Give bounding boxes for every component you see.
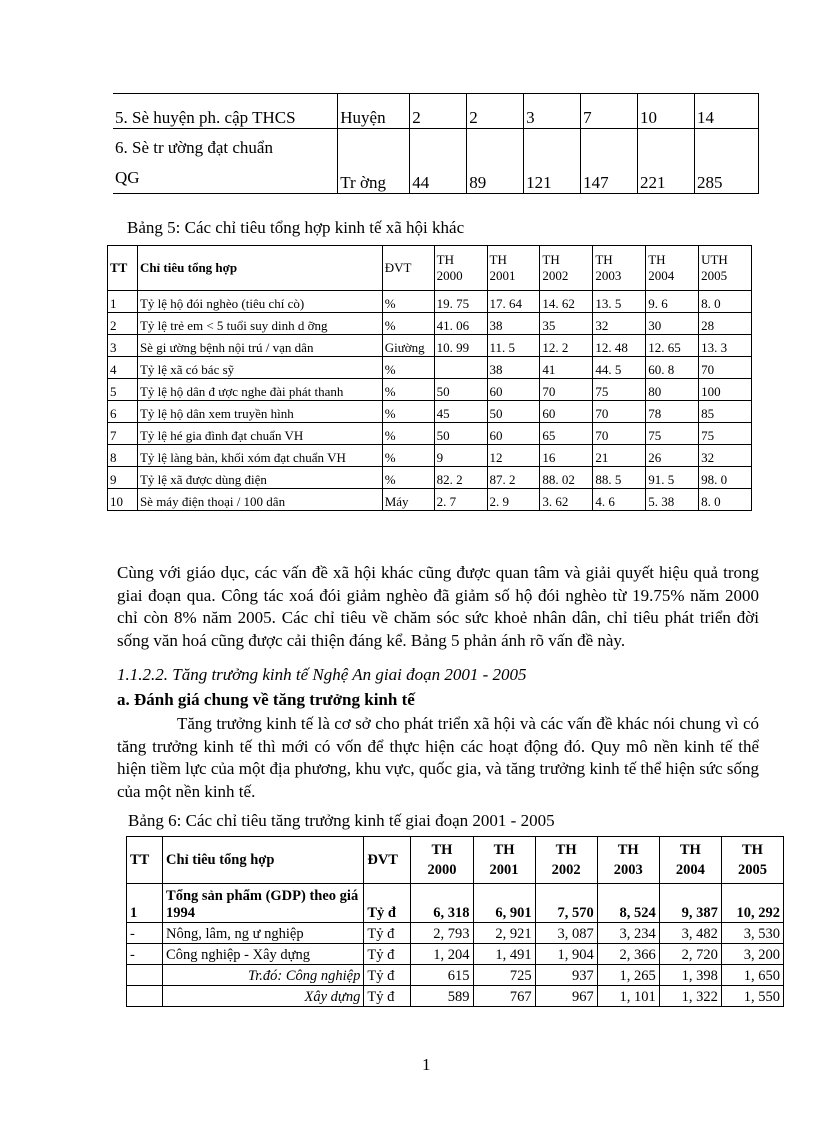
value-cell: 285: [695, 129, 759, 194]
value-cell: 6, 901: [473, 884, 535, 923]
value-cell: 28: [699, 313, 752, 335]
value-cell: 1, 550: [721, 986, 783, 1007]
tt-cell: 5: [108, 379, 138, 401]
table-row: [108, 445, 752, 467]
value-cell: 60: [540, 401, 593, 423]
table-row: [108, 379, 752, 401]
unit-cell: Tỷ đ: [364, 884, 411, 923]
unit-cell: %: [382, 379, 434, 401]
value-cell: 1, 265: [597, 965, 659, 986]
tt-cell: 2: [108, 313, 138, 335]
indicator-cell: Sè máy điện thoại / 100 dân: [137, 489, 382, 511]
value-cell: 88. 5: [593, 467, 646, 489]
value-cell: 3, 234: [597, 923, 659, 944]
tt-cell: 1: [127, 884, 163, 923]
value-cell: 89: [467, 129, 524, 194]
unit-cell: Tr ờng: [338, 129, 410, 194]
value-cell: 12. 48: [593, 335, 646, 357]
table-row: [108, 335, 752, 357]
header-year: [473, 837, 535, 884]
page-number: 1: [422, 1055, 431, 1074]
header-year-type: TH: [431, 842, 453, 858]
unit-cell: Máy: [382, 489, 434, 511]
header-year-value: 2004: [648, 268, 675, 283]
value-cell: 91. 5: [646, 467, 699, 489]
value-cell: 26: [646, 445, 699, 467]
indicator-cell: Xây dựng: [163, 986, 364, 1007]
table-header-row: [127, 837, 784, 884]
table-continuation: [113, 93, 759, 194]
indicator-cell: Tỷ lệ hộ dân xem truyền hình: [137, 401, 382, 423]
header-unit: ĐVT: [382, 246, 434, 291]
value-cell: 767: [473, 986, 535, 1007]
header-year: [659, 837, 721, 884]
header-year-type: TH: [555, 842, 577, 858]
header-year: [487, 246, 540, 291]
value-cell: 70: [699, 357, 752, 379]
value-cell: 7: [581, 94, 638, 129]
tt-cell: 1: [108, 291, 138, 313]
header-year: [597, 837, 659, 884]
header-year-type: TH: [741, 842, 763, 858]
value-cell: 80: [646, 379, 699, 401]
header-year-value: 2002: [542, 268, 569, 283]
indicator-line1: 6. Sè tr ường đạt chuẩn: [115, 138, 273, 157]
tt-cell: -: [127, 944, 163, 965]
header-tt: TT: [108, 246, 138, 291]
value-cell: 88. 02: [540, 467, 593, 489]
tt-cell: 4: [108, 357, 138, 379]
value-cell: 12: [487, 445, 540, 467]
value-cell: 11. 5: [487, 335, 540, 357]
header-year-type: TH: [493, 842, 515, 858]
value-cell: 60: [487, 379, 540, 401]
indicator-line2: QG: [115, 168, 140, 187]
value-cell: 2, 720: [659, 944, 721, 965]
header-year-type: TH: [679, 842, 701, 858]
indicator-cell: Tỷ lệ xã có bác sỹ: [137, 357, 382, 379]
value-cell: 2, 366: [597, 944, 659, 965]
value-cell: 3: [524, 94, 581, 129]
header-year-type: TH: [617, 842, 639, 858]
header-year: [721, 837, 783, 884]
value-cell: 87. 2: [487, 467, 540, 489]
table-row: [127, 965, 784, 986]
value-cell: 8. 0: [699, 489, 752, 511]
header-year-value: 2005: [701, 268, 728, 283]
table5: [107, 245, 752, 511]
header-indicator: Chỉ tiêu tổng hợp: [137, 246, 382, 291]
header-year: [535, 837, 597, 884]
table-row: [113, 94, 759, 129]
value-cell: 50: [434, 379, 487, 401]
value-cell: 41: [540, 357, 593, 379]
value-cell: 38: [487, 357, 540, 379]
table-row: [127, 944, 784, 965]
unit-cell: Tỷ đ: [364, 965, 411, 986]
value-cell: 2, 921: [473, 923, 535, 944]
value-cell: 16: [540, 445, 593, 467]
unit-cell: %: [382, 467, 434, 489]
value-cell: 78: [646, 401, 699, 423]
header-year-value: 2003: [613, 862, 643, 878]
value-cell: 589: [411, 986, 473, 1007]
value-cell: 1, 101: [597, 986, 659, 1007]
value-cell: 70: [593, 401, 646, 423]
header-unit: ĐVT: [364, 837, 411, 884]
unit-cell: %: [382, 423, 434, 445]
indicator-cell: Tỷ lệ trẻ em < 5 tuổi suy dinh d ỡng: [137, 313, 382, 335]
header-year-value: 2000: [436, 268, 463, 283]
value-cell: 2. 7: [434, 489, 487, 511]
tt-cell: -: [127, 923, 163, 944]
tt-cell: [127, 965, 163, 986]
value-cell: 65: [540, 423, 593, 445]
value-cell: 1, 650: [721, 965, 783, 986]
value-cell: 13. 5: [593, 291, 646, 313]
value-cell: 4. 6: [593, 489, 646, 511]
table-header-row: [108, 246, 752, 291]
paragraph-social: Cùng với giáo dục, các vấn đề xã hội khác cũng được quan tâm và giải quyết hiệu quả trong giai đoạn qua. Công tác xoá đói giảm nghèo đã giảm số hộ đói nghèo từ 19.75% năm 2000 chỉ còn 8% năm 2005. Các chỉ tiêu về chăm sóc sức khoẻ nhân dân, chỉ tiêu phát triển đời sống văn hoá cũng được cải thiện đáng kể. Bảng 5 phản ánh rõ vấn đề này.: [117, 563, 759, 650]
value-cell: 3, 087: [535, 923, 597, 944]
value-cell: 98. 0: [699, 467, 752, 489]
header-year: [699, 246, 752, 291]
value-cell: 45: [434, 401, 487, 423]
header-year-value: 2004: [675, 862, 705, 878]
value-cell: 32: [593, 313, 646, 335]
section-heading-a: a. Đánh giá chung về tăng trưởng kinh tế: [117, 690, 415, 709]
tt-cell: 10: [108, 489, 138, 511]
value-cell: 1, 491: [473, 944, 535, 965]
header-year-type: TH: [595, 252, 613, 267]
value-cell: 14: [695, 94, 759, 129]
indicator-cell: [113, 129, 338, 194]
value-cell: 70: [593, 423, 646, 445]
value-cell: 12. 65: [646, 335, 699, 357]
value-cell: 13. 3: [699, 335, 752, 357]
header-tt: TT: [127, 837, 163, 884]
table-row-gdp: [127, 884, 784, 923]
tt-cell: 6: [108, 401, 138, 423]
value-cell: [434, 357, 487, 379]
indicator-cell: Tỷ lệ hộ dân đ ược nghe đài phát thanh: [137, 379, 382, 401]
tt-cell: 3: [108, 335, 138, 357]
table-row: [108, 489, 752, 511]
indicator-cell: Tr.đó: Công nghiệp: [163, 965, 364, 986]
value-cell: 3, 200: [721, 944, 783, 965]
value-cell: 75: [699, 423, 752, 445]
value-cell: 2. 9: [487, 489, 540, 511]
value-cell: 12. 2: [540, 335, 593, 357]
value-cell: 3, 482: [659, 923, 721, 944]
value-cell: 44. 5: [593, 357, 646, 379]
value-cell: 937: [535, 965, 597, 986]
indicator-cell: Tổng sản phẩm (GDP) theo giá 1994: [163, 884, 364, 923]
value-cell: 30: [646, 313, 699, 335]
tt-cell: [127, 986, 163, 1007]
value-cell: 147: [581, 129, 638, 194]
table6-caption: Bảng 6: Các chỉ tiêu tăng trưởng kinh tế giai đoạn 2001 - 2005: [128, 811, 555, 830]
value-cell: 1, 904: [535, 944, 597, 965]
value-cell: 3, 530: [721, 923, 783, 944]
indicator-cell: Tỷ lệ xã được dùng điện: [137, 467, 382, 489]
value-cell: 7, 570: [535, 884, 597, 923]
value-cell: 60: [487, 423, 540, 445]
value-cell: 75: [593, 379, 646, 401]
unit-cell: Huyện: [338, 94, 410, 129]
indicator-cell: Tỷ lệ hộ đói nghèo (tiêu chí cò): [137, 291, 382, 313]
value-cell: 17. 64: [487, 291, 540, 313]
unit-cell: Giường: [382, 335, 434, 357]
unit-cell: %: [382, 445, 434, 467]
value-cell: 615: [411, 965, 473, 986]
indicator-cell: 5. Sè huyện ph. cập THCS: [113, 94, 338, 129]
header-year-value: 2001: [489, 268, 516, 283]
value-cell: 6, 318: [411, 884, 473, 923]
value-cell: 60. 8: [646, 357, 699, 379]
value-cell: 3. 62: [540, 489, 593, 511]
header-year-value: 2000: [427, 862, 457, 878]
unit-cell: %: [382, 291, 434, 313]
value-cell: 9, 387: [659, 884, 721, 923]
value-cell: 82. 2: [434, 467, 487, 489]
value-cell: 75: [646, 423, 699, 445]
value-cell: 967: [535, 986, 597, 1007]
value-cell: 9. 6: [646, 291, 699, 313]
indicator-cell: Sè gi ường bệnh nội trú / vạn dân: [137, 335, 382, 357]
value-cell: 14. 62: [540, 291, 593, 313]
value-cell: 10: [638, 94, 695, 129]
header-year-type: UTH: [701, 252, 728, 267]
header-year-type: TH: [648, 252, 666, 267]
unit-cell: Tỷ đ: [364, 986, 411, 1007]
value-cell: 50: [487, 401, 540, 423]
paragraph-growth: Tăng trưởng kinh tế là cơ sở cho phát triển xã hội và các vấn đề khác nói chung vì có tăng trưởng kinh tế thì mới có vốn để thực hiện các hoạt động đó. Quy mô nền kinh tế thể hiện tiềm lực của một địa phương, khu vực, quốc gia, và tăng trưởng kinh tế thể hiện sức sống của một nền kinh tế.: [117, 714, 759, 801]
value-cell: 100: [699, 379, 752, 401]
header-year: [593, 246, 646, 291]
value-cell: 1, 204: [411, 944, 473, 965]
value-cell: 2, 793: [411, 923, 473, 944]
header-year: [540, 246, 593, 291]
value-cell: 19. 75: [434, 291, 487, 313]
value-cell: 50: [434, 423, 487, 445]
header-year-value: 2003: [595, 268, 622, 283]
unit-cell: %: [382, 401, 434, 423]
header-indicator: Chỉ tiêu tổng hợp: [163, 837, 364, 884]
header-year: [411, 837, 473, 884]
value-cell: 21: [593, 445, 646, 467]
value-cell: 9: [434, 445, 487, 467]
value-cell: 70: [540, 379, 593, 401]
unit-cell: %: [382, 357, 434, 379]
header-year-value: 2001: [489, 862, 519, 878]
table6-body: [127, 923, 784, 1007]
section-subheading: 1.1.2.2. Tăng trưởng kinh tế Nghệ An giai đoạn 2001 - 2005: [117, 665, 527, 684]
value-cell: 1, 322: [659, 986, 721, 1007]
value-cell: 2: [467, 94, 524, 129]
indicator-cell: Công nghiệp - Xây dựng: [163, 944, 364, 965]
table-row: [108, 401, 752, 423]
table6: [126, 836, 784, 1007]
value-cell: 41. 06: [434, 313, 487, 335]
header-year-type: TH: [489, 252, 507, 267]
header-year-value: 2005: [737, 862, 767, 878]
table-row: [108, 357, 752, 379]
value-cell: 8, 524: [597, 884, 659, 923]
value-cell: 44: [410, 129, 467, 194]
value-cell: 1, 398: [659, 965, 721, 986]
value-cell: 221: [638, 129, 695, 194]
indicator-cell: Nông, lâm, ng ư nghiệp: [163, 923, 364, 944]
value-cell: 10, 292: [721, 884, 783, 923]
table-row: [113, 129, 759, 194]
value-cell: 2: [410, 94, 467, 129]
value-cell: 121: [524, 129, 581, 194]
tt-cell: 8: [108, 445, 138, 467]
table5-caption: Bảng 5: Các chỉ tiêu tổng hợp kinh tế xã hội khác: [127, 218, 465, 237]
table-row: [108, 313, 752, 335]
header-year-value: 2002: [551, 862, 581, 878]
table-row: [108, 291, 752, 313]
header-year-type: TH: [542, 252, 560, 267]
unit-cell: Tỷ đ: [364, 923, 411, 944]
unit-cell: Tỷ đ: [364, 944, 411, 965]
header-year: [434, 246, 487, 291]
value-cell: 32: [699, 445, 752, 467]
value-cell: 35: [540, 313, 593, 335]
indicator-cell: Tỷ lệ làng bản, khối xóm đạt chuẩn VH: [137, 445, 382, 467]
header-year: [646, 246, 699, 291]
value-cell: 725: [473, 965, 535, 986]
value-cell: 85: [699, 401, 752, 423]
table-row: [127, 923, 784, 944]
tt-cell: 9: [108, 467, 138, 489]
table-row: [127, 986, 784, 1007]
value-cell: 38: [487, 313, 540, 335]
indicator-cell: Tỷ lệ hé gia đình đạt chuẩn VH: [137, 423, 382, 445]
unit-cell: %: [382, 313, 434, 335]
header-year-type: TH: [436, 252, 454, 267]
table-row: [108, 467, 752, 489]
value-cell: 10. 99: [434, 335, 487, 357]
tt-cell: 7: [108, 423, 138, 445]
table-row: [108, 423, 752, 445]
value-cell: 5. 38: [646, 489, 699, 511]
table5-body: [108, 291, 752, 511]
value-cell: 8. 0: [699, 291, 752, 313]
